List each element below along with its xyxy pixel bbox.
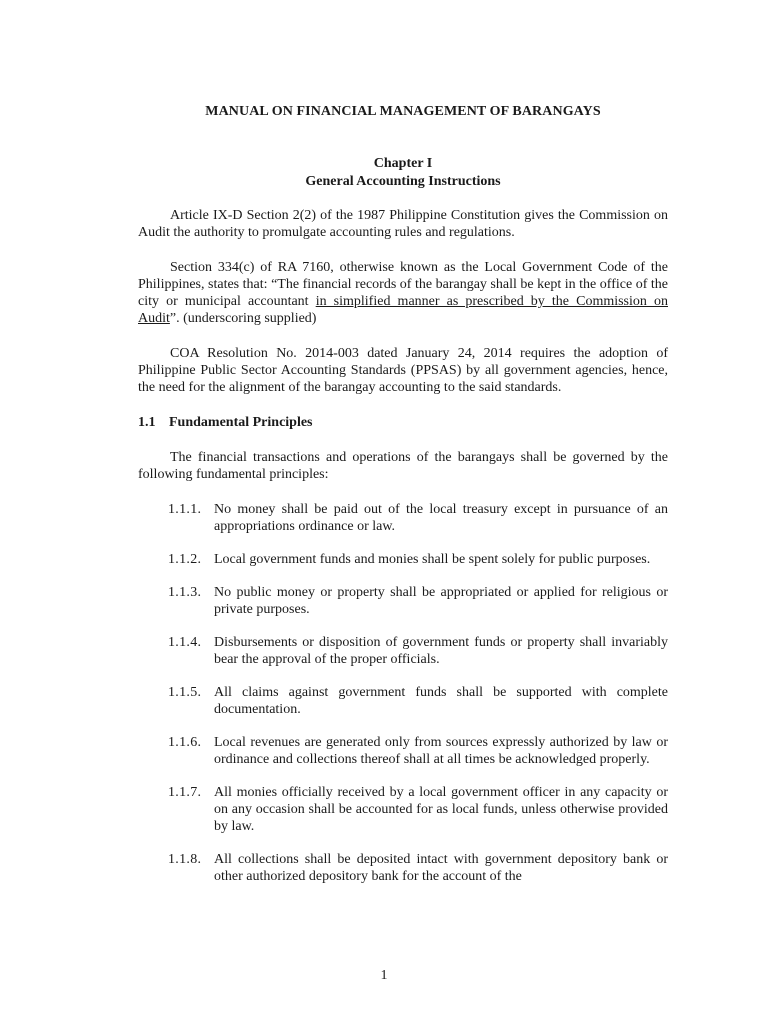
list-item-text: No money shall be paid out of the local treasury except in pursuance of an appropriations ordinance or law.: [214, 502, 668, 534]
document-title: MANUAL ON FINANCIAL MANAGEMENT OF BARANGAYS: [205, 104, 601, 119]
paragraph-lgc-text-after: ”. (underscoring supplied): [169, 311, 317, 326]
list-item: [168, 551, 668, 568]
list-item-number: 1.1.7.: [168, 785, 202, 800]
list-item-number: 1.1.2.: [168, 552, 202, 567]
list-item-text: All collections shall be deposited intact with government depository bank or other authorized depository bank for the account of the: [214, 852, 668, 884]
list-item: [168, 584, 668, 618]
chapter-title: General Accounting Instructions: [305, 174, 501, 189]
list-item: [168, 784, 668, 835]
list-item: [168, 634, 668, 668]
section-title: Fundamental Principles: [169, 415, 313, 430]
section-heading: [138, 414, 668, 431]
list-item-number: 1.1.5.: [168, 685, 202, 700]
list-item-text: No public money or property shall be appropriated or applied for religious or private purposes.: [214, 585, 668, 617]
paragraph-local-government-code: [138, 259, 668, 327]
paragraph-lgc-text-before: Section 334(c) of RA 7160, otherwise known as the Local Government Code of the Philippines, states that: “The financial records of the barangay shall be kept in the office of the city or municipal accountant: [138, 260, 668, 309]
chapter-label: Chapter I: [373, 156, 433, 171]
list-item-text: Local government funds and monies shall be spent solely for public purposes.: [214, 552, 651, 567]
section-number: 1.1: [138, 415, 156, 430]
underlined-phrase: in simplified manner as prescribed by the Commission on Audit: [138, 294, 668, 326]
list-item-text: All monies officially received by a local government officer in any capacity or on any occasion shall be accounted for as local funds, unless otherwise provided by law.: [214, 785, 668, 834]
list-item: [168, 684, 668, 718]
list-item: [168, 501, 668, 535]
list-item-number: 1.1.4.: [168, 635, 202, 650]
list-item-text: All claims against government funds shall be supported with complete documentation.: [214, 685, 668, 717]
page-number: 1: [380, 968, 388, 983]
list-item: [168, 851, 668, 885]
list-item-number: 1.1.1.: [168, 502, 202, 517]
list-item-number: 1.1.6.: [168, 735, 202, 750]
list-item-number: 1.1.3.: [168, 585, 202, 600]
paragraph-constitution: Article IX-D Section 2(2) of the 1987 Philippine Constitution gives the Commission on Audit the authority to promulgate accounting rules and regulations.: [138, 208, 668, 240]
list-item: [168, 734, 668, 768]
paragraph-coa-resolution: COA Resolution No. 2014-003 dated January 24, 2014 requires the adoption of Philippine Public Sector Accounting Standards (PPSAS) by all government agencies, hence, the need for the alignment of the barangay accounting to the said standards.: [138, 346, 668, 395]
paragraph-principles-intro: The financial transactions and operations of the barangays shall be governed by the following fundamental principles:: [138, 450, 668, 482]
page-content: [138, 102, 668, 901]
list-item-text: Disbursements or disposition of government funds or property shall invariably bear the approval of the proper officials.: [214, 635, 668, 667]
chapter-heading: [138, 155, 668, 191]
list-item-number: 1.1.8.: [168, 852, 202, 867]
list-item-text: Local revenues are generated only from sources expressly authorized by law or ordinance and collections thereof shall at all times be acknowledged properly.: [214, 735, 668, 767]
principles-list: [138, 501, 668, 885]
